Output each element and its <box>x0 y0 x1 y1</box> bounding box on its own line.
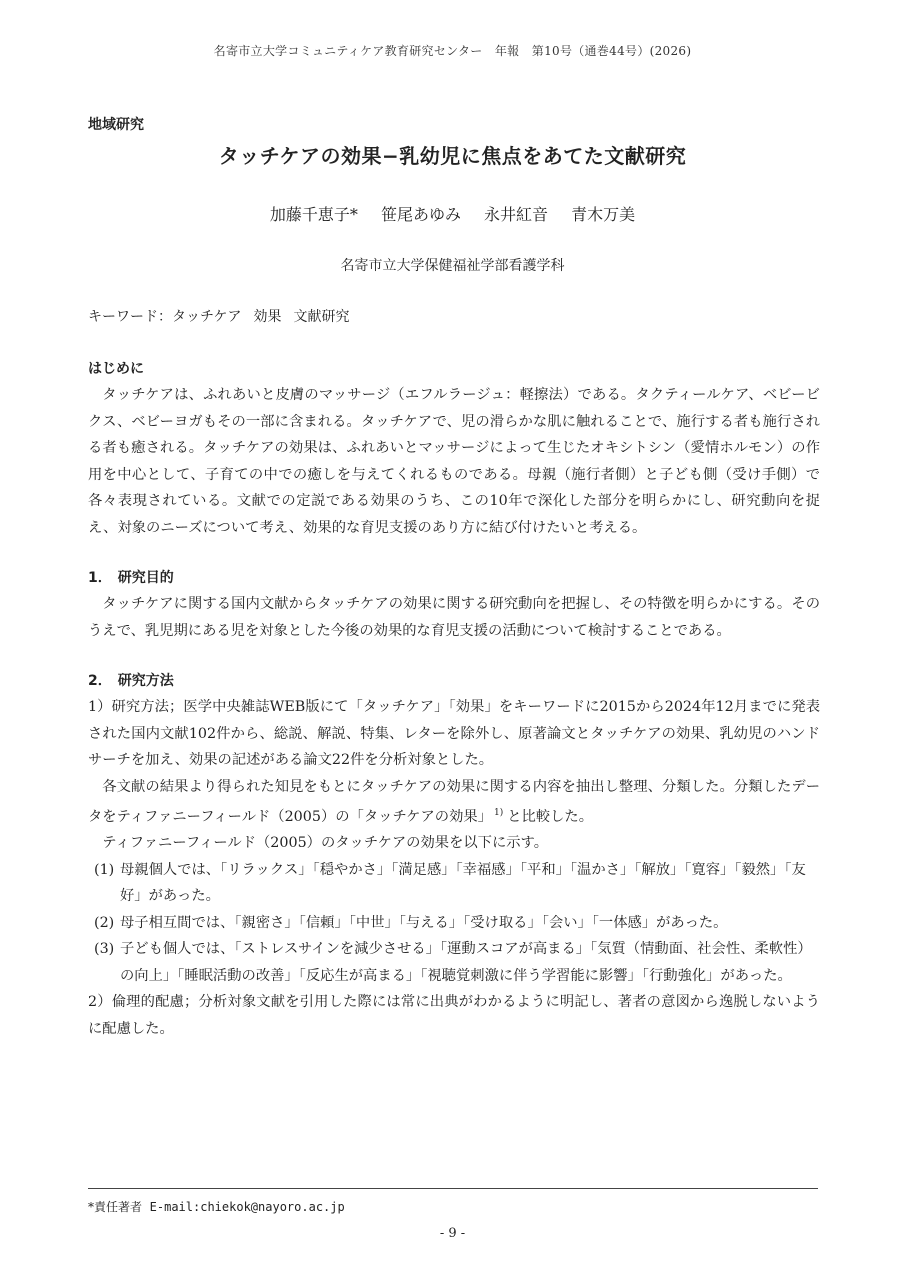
section-title: 研究目的 <box>117 570 174 586</box>
purpose-paragraph: タッチケアに関する国内文献からタッチケアの効果に関する研究動向を把握し、その特徴を明らかにする。そのうえで、乳児期にある児を対象とした今後の効果的な育児支援の活動について検討することである。 <box>88 596 820 639</box>
method-item-2: 2）倫理的配慮；分析対象文献を引用した際には常に出典がわかるように明記し、著者の意図から逸脱しないように配慮した。 <box>88 994 820 1037</box>
running-header: 名寄市立大学コミュニティケア教育研究センター 年報 第10号（通巻44号）(2026) <box>213 44 692 58</box>
affiliation: 名寄市立大学保健福祉学部看護学科 <box>340 258 565 274</box>
method-item-1: 1）研究方法；医学中央雑誌WEB版にて「タッチケア」「効果」をキーワードに2015から2024年12月までに発表された国内文献102件から、総説、解説、特集、レターを除外し、原著論文とタッチケアの効果、乳幼児のハンドサーチを加え、効果の記述がある論文22件を分析対象とした。 <box>88 699 820 768</box>
method-paragraph-2 <box>88 774 820 831</box>
citation-reference: 1) <box>493 808 504 818</box>
footnote-email: E-mail:chiekok@nayoro.ac.jp <box>149 1200 345 1214</box>
article-body <box>88 356 820 1042</box>
page-number: - 9 - <box>439 1226 466 1241</box>
list-marker: (1) <box>94 861 115 878</box>
list-text: 子ども個人では、「ストレスサインを減少させる」「運動スコアが高まる」「気質（情動面、社会性、柔軟性）の向上」「睡眠活動の改善」「反応生が高まる」「視聴覚刺激に伴う学習能に影響」「行動強化」があった。 <box>120 941 812 984</box>
list-marker: (2) <box>94 914 115 931</box>
article-category: 地域研究 <box>88 117 144 133</box>
list-item <box>88 936 820 989</box>
method-paragraph-3: ティファニーフィールド（2005）のタッチケアの効果を以下に示す。 <box>102 835 548 852</box>
keyword: 効果 <box>253 309 282 325</box>
list-item <box>88 910 820 937</box>
section-title: 研究方法 <box>117 673 174 689</box>
intro-paragraph: タッチケアは、ふれあいと皮膚のマッサージ（エフルラージュ：軽擦法）である。タクティールケア、ベビービクス、ベビーヨガもその一部に含まれる。タッチケアで、児の滑らかな肌に触れることで、施行する者も施行される者も癒される。タッチケアの効果は、ふれあいとマッサージによって生じたオキシトシン（愛情ホルモン）の作用を中心として、子育ての中での癒しを与えてくれるものである。母親（施行者側）と子ども側（受け手側）で各々表現されている。文献での定説である効果のうち、この10年で深化した部分を明らかにし、研究動向を捉え、対象のニーズについて考え、効果的な育児支援のあり方に結び付けたいと考える。 <box>88 387 820 536</box>
section-number: 1． <box>88 570 112 586</box>
list-marker: (3) <box>94 941 115 958</box>
section-heading-intro: はじめに <box>88 361 144 377</box>
list-text: 母子相互間では、「親密さ」「信頼」「中世」「与える」「受け取る」「会い」「一体感」があった。 <box>120 914 728 931</box>
method-paragraph-2-tail: と比較した。 <box>507 808 593 825</box>
footnote-divider <box>88 1188 818 1189</box>
keywords-label: キーワード： <box>88 309 172 325</box>
keyword: 文献研究 <box>293 309 350 325</box>
section-heading-purpose <box>88 565 820 591</box>
author-list <box>0 202 905 225</box>
author-name: 加藤千恵子* <box>269 205 358 224</box>
list-text: 母親個人では、「リラックス」「穏やかさ」「満足感」「幸福感」「平和」「温かさ」「解放」「寛容」「毅然」「友好」があった。 <box>120 861 806 905</box>
author-name: 永井紅音 <box>484 205 549 224</box>
method-paragraph-2-text: 各文献の結果より得られた知見をもとにタッチケアの効果に関する内容を抽出し整理、分類した。分類したデータをティファニーフィールド（2005）の「タッチケアの効果」 <box>88 778 820 825</box>
footnote <box>88 1198 345 1215</box>
article-title: タッチケアの効果−乳幼児に焦点をあてた文献研究 <box>218 144 687 168</box>
footnote-label: *責任著者 <box>88 1200 143 1214</box>
author-name: 青木万美 <box>571 205 636 224</box>
author-name: 笹尾あゆみ <box>380 205 461 224</box>
keyword: タッチケア <box>172 309 242 325</box>
section-heading-method <box>88 668 820 694</box>
list-item <box>88 857 820 910</box>
keywords <box>88 306 361 326</box>
section-number: 2． <box>88 673 112 689</box>
